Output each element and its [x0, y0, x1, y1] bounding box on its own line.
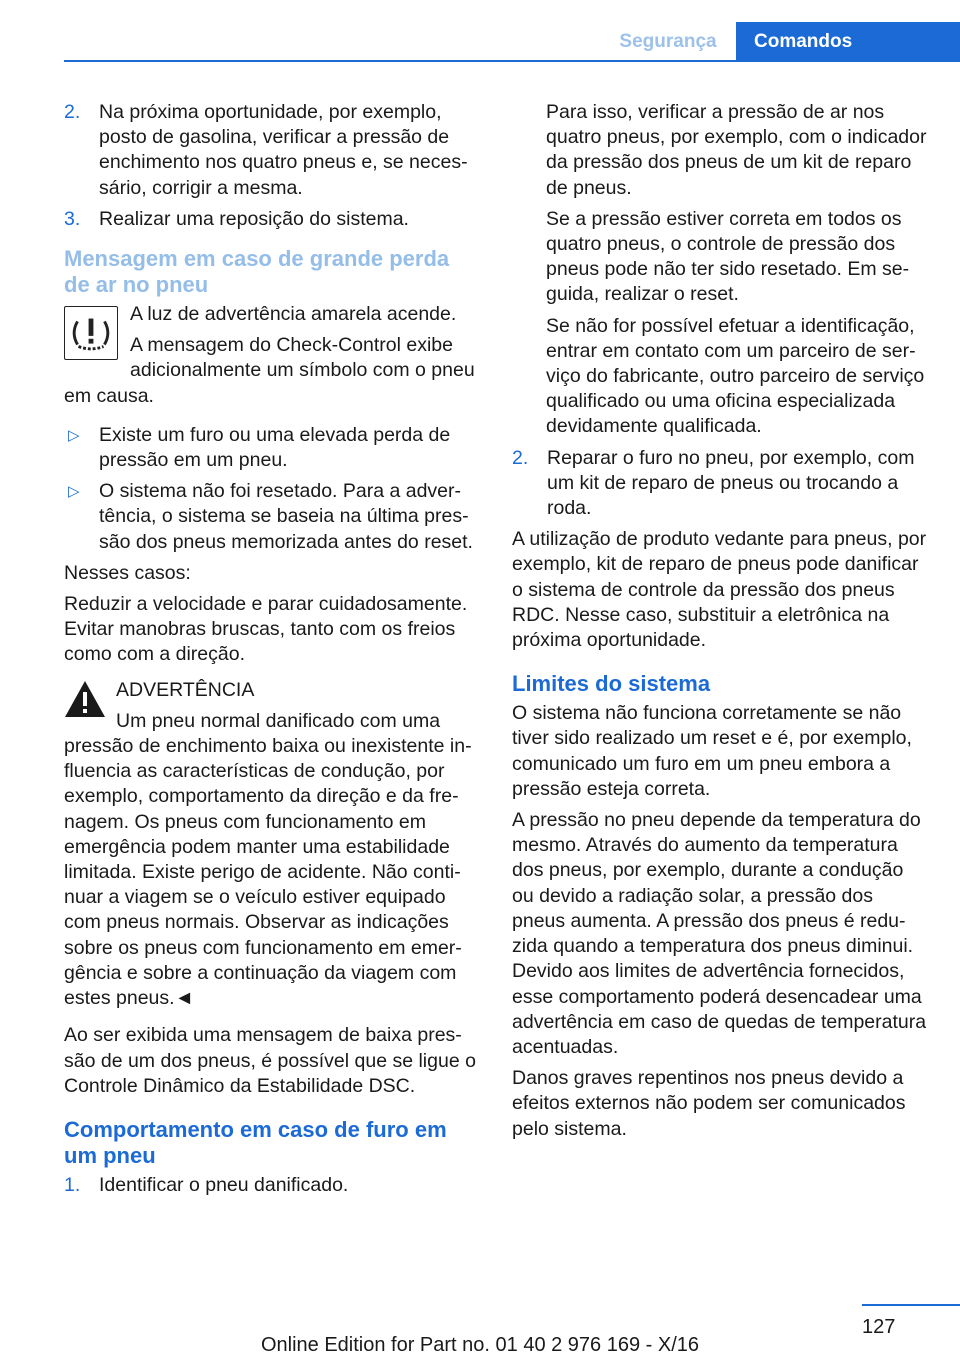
paragraph: A utilização de produto vedante para pneus, por exemplo, kit de reparo de pneus pode danificar o sistema de controle da pressão dos pneus RDC. Nesse caso, substituir a eletrônica na próxima oportunidade.	[512, 528, 927, 652]
footer-divider	[862, 1304, 960, 1306]
page-header	[0, 0, 960, 62]
list-text: Realizar uma reposição do sistema.	[99, 207, 409, 230]
warning-title: ADVERTÊNCIA	[116, 678, 255, 701]
tab-comandos[interactable]: Comandos	[736, 22, 960, 62]
bullet-item	[64, 423, 480, 473]
paragraph: Reduzir a velocidade e parar cuidadosamente. Evitar manobras bruscas, tanto com os freios como com a direção.	[64, 593, 468, 666]
warning-text: Um pneu normal danificado com uma pressão de enchimento baixa ou inexistente influencia as características de condução, por exemplo, comportamento da direção e da frenagem. Os pneus com funcionamento em emergência podem manter uma estabilidade limitada. Existe perigo de acidente. Não continuar a viagem se o veículo estiver equipado com pneus normais. Observar as indicações sobre os pneus com funcionamento em emergência e sobre a continuação da viagem com estes pneus.◄	[64, 709, 472, 1010]
right-column	[512, 100, 928, 1148]
list-item	[512, 446, 928, 522]
paragraph: Se a pressão estiver correta em todos os quatro pneus, o controle de pressão dos pneus pode não ter sido resetado. Em seguida, realizar o reset.	[546, 207, 910, 306]
paragraph: Ao ser exibida uma mensagem de baixa pressão de um dos pneus, é possível que se ligue o Controle Dinâmico da Estabilidade DSC.	[64, 1024, 476, 1097]
tab-seguranca[interactable]: Segurança	[619, 31, 717, 52]
list-item	[64, 100, 480, 201]
bullet-item	[64, 479, 480, 555]
edition-footer: Online Edition for Part no. 01 40 2 976 169 - X/16	[260, 1334, 700, 1356]
section-heading: Mensagem em caso de grande perda de ar no pneu	[64, 246, 450, 298]
paragraph: Se não for possível efetuar a identificação, entrar em contato com um parceiro de serviço do fabricante, outro parceiro de serviço qualificado ou uma oficina especializada devidamente qualificada.	[546, 314, 925, 438]
bullet-text: O sistema não foi resetado. Para a advertência, o sistema se baseia na última pressão dos pneus memorizada antes do reset.	[99, 480, 473, 553]
bullet-text: Existe um furo ou uma elevada perda de pressão em um pneu.	[99, 423, 451, 472]
section-heading: Comportamento em caso de furo em um pneu	[64, 1116, 447, 1168]
list-item	[64, 207, 480, 232]
list-number: 2.	[512, 446, 529, 469]
tire-pressure-warning-icon	[64, 306, 118, 360]
left-column	[64, 100, 480, 1204]
paragraph: Para isso, verificar a pressão de ar nos quatro pneus, por exemplo, com o indicador da pressão dos pneus de um kit de reparo de pneus.	[546, 101, 927, 199]
list-text: Na próxima oportunidade, por exemplo, posto de gasolina, verificar a pressão de enchimento nos quatro pneus e, se necessário, corrigir a mesma.	[99, 101, 468, 199]
paragraph: Danos graves repentinos nos pneus devido a efeitos externos não podem ser comunicados pelo sistema.	[512, 1067, 906, 1140]
paragraph: A pressão no pneu depende da temperatura do mesmo. Através do aumento da temperatura dos pneus, por exemplo, durante a condução ou devido a radiação solar, a pressão dos pneus aumenta. A pressão dos pneus é reduzida quando a temperatura dos pneus diminui. Devido aos limites de advertência fornecidos, esse comportamento poderá desencadear uma advertência em caso de quedas de temperatura acentuadas.	[512, 809, 927, 1058]
list-number: 2.	[64, 101, 81, 123]
warning-triangle-icon	[64, 680, 106, 718]
list-number: 1.	[64, 1173, 81, 1196]
header-divider	[64, 60, 960, 62]
paragraph: A mensagem do Check-Control exibe adicionalmente um símbolo com o pneu em causa.	[64, 334, 475, 407]
page-number: 127	[862, 1316, 896, 1338]
list-text: Reparar o furo no pneu, por exemplo, com um kit de reparo de pneus ou trocando a roda.	[547, 446, 915, 520]
warning-block	[64, 678, 480, 1012]
triangle-bullet-icon: ▷	[68, 426, 80, 444]
list-number: 3.	[64, 207, 81, 230]
paragraph: Nesses casos:	[64, 561, 191, 584]
list-item	[64, 1173, 480, 1198]
section-heading: Limites do sistema	[512, 671, 711, 697]
paragraph: A luz de advertência amarela acende.	[130, 303, 457, 326]
triangle-bullet-icon: ▷	[68, 483, 80, 501]
list-text: Identificar o pneu danificado.	[99, 1173, 349, 1196]
tire-warning-block	[64, 302, 480, 415]
paragraph: O sistema não funciona corretamente se não tiver sido realizado um reset e é, por exemplo, comunicado um furo em um pneu embora a pressão esteja correta.	[512, 702, 912, 800]
